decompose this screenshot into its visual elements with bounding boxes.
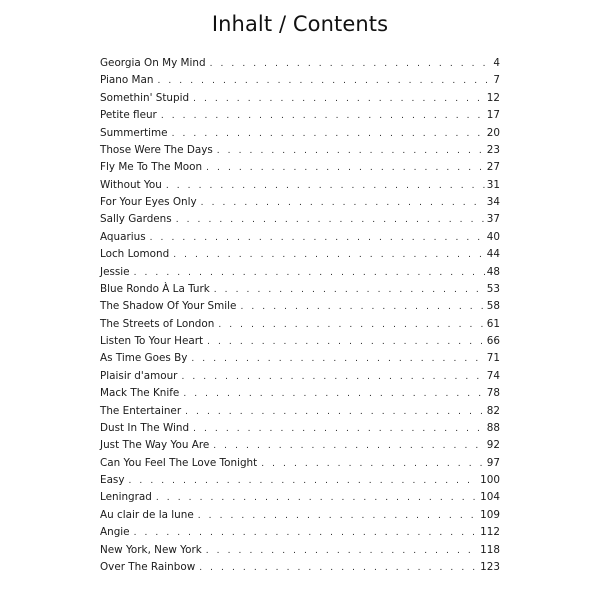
toc-entry-page-number: 31 (486, 178, 500, 191)
toc-entry (100, 264, 500, 281)
toc-entry-title: Those Were The Days (100, 143, 213, 156)
toc-entry-page-number: 118 (480, 543, 500, 556)
toc-entry (100, 316, 500, 333)
toc-entry-page-number: 104 (480, 491, 500, 504)
toc-entry-page-number: 92 (486, 439, 500, 452)
toc-entry (100, 472, 500, 489)
dot-leader (185, 404, 485, 421)
toc-entry-title: Plaisir d'amour (100, 369, 178, 382)
toc-entry-page-number: 100 (480, 474, 500, 486)
toc-entry (100, 350, 500, 367)
toc-entry-page-number: 20 (486, 126, 500, 139)
toc-entry-title: Leningrad (100, 491, 152, 504)
toc-entry-title: Dust In The Wind (100, 421, 190, 434)
toc-entry (100, 437, 500, 454)
dot-leader (134, 525, 479, 542)
dot-leader (176, 212, 485, 229)
toc-entry-page-number: 97 (486, 456, 500, 469)
toc-entry-page-number: 53 (486, 282, 500, 295)
toc-entry (100, 368, 500, 385)
toc-entry-title: Sally Gardens (100, 213, 172, 226)
toc-entry (100, 455, 500, 472)
toc-entry-page-number: 12 (486, 91, 500, 104)
dot-leader (199, 560, 478, 577)
toc-entry (100, 524, 500, 541)
toc-entry (100, 333, 500, 350)
toc-entry (100, 72, 500, 89)
toc-entry (100, 229, 500, 246)
toc-entry-title: Blue Rondo À La Turk (100, 282, 210, 295)
toc-entry-page-number: 88 (486, 421, 500, 434)
toc-entry-title: Summertime (100, 126, 168, 139)
toc-entry-title: Fly Me To The Moon (100, 161, 203, 174)
toc-entry (100, 507, 500, 524)
dot-leader (157, 73, 491, 90)
toc-entry-page-number: 82 (486, 404, 500, 417)
dot-leader (161, 108, 485, 125)
toc-entry-title: Listen To Your Heart (100, 335, 204, 347)
dot-leader (213, 438, 485, 455)
toc-entry-page-number: 78 (486, 387, 500, 400)
toc-entry (100, 194, 500, 211)
toc-entry (100, 142, 500, 159)
dot-leader (183, 386, 484, 403)
toc-entry-page-number: 123 (480, 560, 500, 573)
toc-entry-title: For Your Eyes Only (100, 196, 197, 208)
toc-entry-title: Petite fleur (100, 109, 157, 122)
toc-entry-page-number: 7 (493, 74, 500, 87)
dot-leader (217, 143, 485, 160)
toc-entry-title: Angie (100, 526, 130, 539)
toc-entry (100, 211, 500, 228)
toc-entry-title: Au clair de la lune (100, 508, 194, 521)
toc-entry-page-number: 48 (486, 265, 500, 278)
dot-leader (198, 508, 478, 525)
toc-entry (100, 55, 500, 72)
dot-leader (261, 456, 485, 473)
toc-entry (100, 420, 500, 437)
toc-entry-title: Mack The Knife (100, 387, 180, 400)
toc-entry (100, 246, 500, 263)
toc-entry-title: As Time Goes By (100, 352, 188, 365)
toc-entry-page-number: 44 (486, 248, 500, 261)
toc-entry (100, 125, 500, 142)
toc-entry-title: The Entertainer (100, 404, 182, 417)
toc-entry (100, 542, 500, 559)
toc-entry-title: Somethin' Stupid (100, 91, 190, 104)
toc-entry-page-number: 17 (486, 109, 500, 122)
toc-entry-title: The Streets of London (100, 317, 215, 330)
toc-entry (100, 403, 500, 420)
toc-entry-title: Can You Feel The Love Tonight (100, 456, 258, 469)
toc-entry-title: Without You (100, 178, 162, 191)
dot-leader (172, 126, 485, 143)
dot-leader (206, 543, 478, 560)
dot-leader (173, 247, 485, 264)
table-of-contents (100, 55, 500, 576)
toc-entry-title: The Shadow Of Your Smile (100, 300, 237, 313)
dot-leader (218, 317, 484, 334)
dot-leader (240, 299, 484, 316)
dot-leader (193, 91, 485, 108)
toc-entry-title: Piano Man (100, 74, 154, 87)
toc-entry (100, 385, 500, 402)
toc-entry-page-number: 23 (486, 143, 500, 156)
dot-leader (129, 473, 479, 490)
toc-entry (100, 177, 500, 194)
toc-entry-title: Over The Rainbow (100, 560, 196, 573)
toc-entry (100, 559, 500, 576)
toc-entry-page-number: 34 (486, 196, 500, 208)
dot-leader (156, 490, 478, 507)
dot-leader (191, 351, 484, 368)
toc-entry (100, 90, 500, 107)
toc-entry-title: Georgia On My Mind (100, 57, 206, 69)
toc-entry-title: New York, New York (100, 543, 202, 556)
toc-entry-title: Jessie (100, 265, 130, 278)
dot-leader (181, 369, 484, 386)
toc-entry-page-number: 66 (486, 335, 500, 347)
toc-entry (100, 159, 500, 176)
toc-entry-page-number: 112 (480, 526, 500, 539)
toc-entry-page-number: 27 (486, 161, 500, 174)
toc-entry-title: Aquarius (100, 230, 146, 243)
toc-entry-page-number: 71 (486, 352, 500, 365)
toc-entry (100, 489, 500, 506)
toc-entry (100, 107, 500, 124)
toc-entry-page-number: 74 (486, 369, 500, 382)
toc-entry-title: Loch Lomond (100, 248, 170, 261)
toc-entry-title: Easy (100, 474, 125, 486)
toc-entry-page-number: 37 (486, 213, 500, 226)
dot-leader (134, 265, 485, 282)
dot-leader (166, 178, 485, 195)
toc-entry-page-number: 58 (486, 300, 500, 313)
toc-entry-page-number: 4 (493, 57, 500, 69)
toc-entry-title: Just The Way You Are (100, 439, 210, 452)
toc-entry-page-number: 40 (486, 230, 500, 243)
toc-entry (100, 298, 500, 315)
toc-entry-page-number: 109 (480, 508, 500, 521)
dot-leader (206, 160, 485, 177)
dot-leader (150, 230, 485, 247)
dot-leader (207, 334, 485, 351)
dot-leader (210, 56, 492, 73)
dot-leader (201, 195, 485, 212)
toc-entry (100, 281, 500, 298)
dot-leader (193, 421, 485, 438)
toc-entry-page-number: 61 (486, 317, 500, 330)
page-title: Inhalt / Contents (211, 12, 389, 36)
dot-leader (214, 282, 485, 299)
